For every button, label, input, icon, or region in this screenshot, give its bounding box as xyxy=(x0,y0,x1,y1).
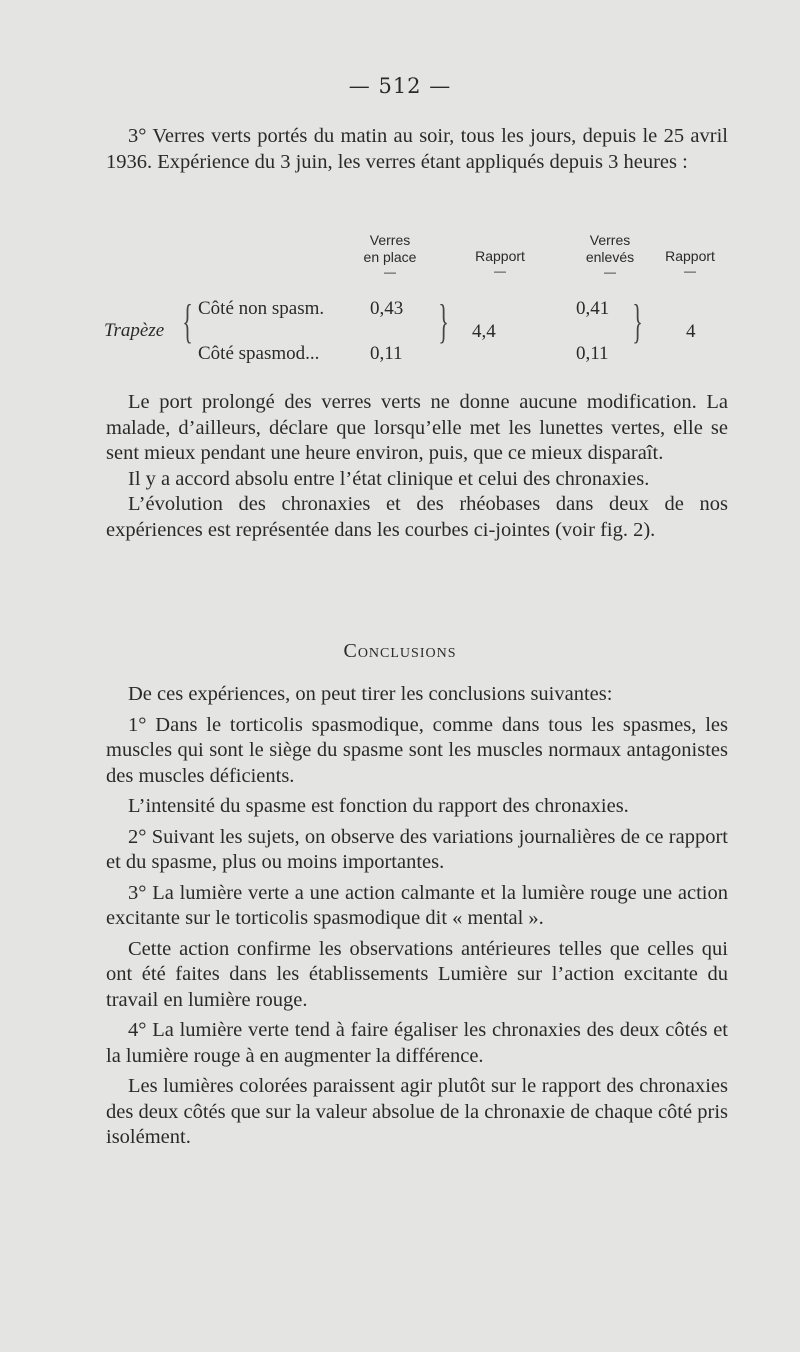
body-section-1 xyxy=(106,390,728,543)
paragraph: 4° La lumière verte tend à faire égaliser les chronaxies des deux côtés et la lumière rouge à en augmenter la différence. xyxy=(106,1019,728,1067)
intro-text: 3° Verres verts portés du matin au soir, tous les jours, depuis le 25 avril 1936. Expérience du 3 juin, les verres étant appliqués depuis 3 heures : xyxy=(106,125,728,173)
value-en-place: 0,43 xyxy=(370,298,404,319)
rapport-value-2: 4 xyxy=(686,321,696,342)
paragraph: De ces expériences, on peut tirer les conclusions suivantes: xyxy=(128,683,613,705)
paragraph: 3° La lumière verte a une action calmante et la lumière rouge une action excitante sur le torticolis spasmodique dit « mental ». xyxy=(106,881,728,929)
left-brace: { xyxy=(182,295,193,348)
section-title: Conclusions xyxy=(343,640,457,662)
paragraph: Il y a accord absolu entre l’état clinique et celui des chronaxies. xyxy=(128,467,650,490)
header-verres-en-place xyxy=(340,232,440,278)
page-number: — 512 — xyxy=(348,74,452,98)
paragraph: Les lumières colorées paraissent agir plutôt sur le rapport des chronaxies des deux côtés que sur la valeur absolue de la chronaxie de chaque côté pris isolément. xyxy=(106,1075,728,1148)
header-dash: — xyxy=(494,264,506,278)
value-enleves: 0,11 xyxy=(576,343,609,364)
paragraph: Le port prolongé des verres verts ne donne aucune modification. La malade, d’ailleurs, déclare que lorsqu’elle met les lunettes vertes, elle se sent mieux pendant une heure environ, puis, que ce mieux disparaît. xyxy=(106,391,728,464)
right-brace: } xyxy=(632,295,643,348)
results-table xyxy=(100,232,740,372)
row-label: Côté non spasm. xyxy=(198,298,325,319)
paragraph: L’évolution des chronaxies et des rhéobases dans deux de nos expériences est représentée dans les courbes ci-jointes (voir fig. 2). xyxy=(106,493,728,541)
header-rapport-1 xyxy=(455,248,545,277)
body-section-2 xyxy=(106,682,728,1156)
row-group-label: Trapèze xyxy=(104,320,165,341)
paragraph: Cette action confirme les observations antérieures telles que celles qui ont été faites dans les établissements Lumière sur l’action excitante du travail en lumière rouge. xyxy=(106,937,728,1011)
row-label: Côté spasmod... xyxy=(198,343,320,364)
paragraph: 1° Dans le torticolis spasmodique, comme dans tous les spasmes, les muscles qui sont le siège du spasme sont les muscles normaux antagonistes des muscles déficients. xyxy=(106,713,728,787)
header-text: Verres xyxy=(369,232,411,248)
header-text: Rapport xyxy=(665,248,715,264)
header-text: en place xyxy=(363,249,417,265)
header-dash: — xyxy=(384,265,396,279)
rapport-value-1: 4,4 xyxy=(472,321,496,342)
header-text: enlevés xyxy=(585,249,635,265)
value-enleves: 0,41 xyxy=(576,298,610,319)
header-dash: — xyxy=(684,264,696,278)
paragraph: 2° Suivant les sujets, on observe des variations journalières de ce rapport et du spasme, plus ou moins importantes. xyxy=(106,825,728,873)
value-en-place: 0,11 xyxy=(370,343,403,364)
right-brace: } xyxy=(438,295,449,348)
header-text: Verres xyxy=(589,232,631,248)
header-text: Rapport xyxy=(475,248,525,264)
paragraph: L’intensité du spasme est fonction du rapport des chronaxies. xyxy=(128,795,629,817)
header-rapport-2 xyxy=(645,248,735,277)
intro-paragraph xyxy=(106,124,728,175)
header-dash: — xyxy=(604,265,616,279)
